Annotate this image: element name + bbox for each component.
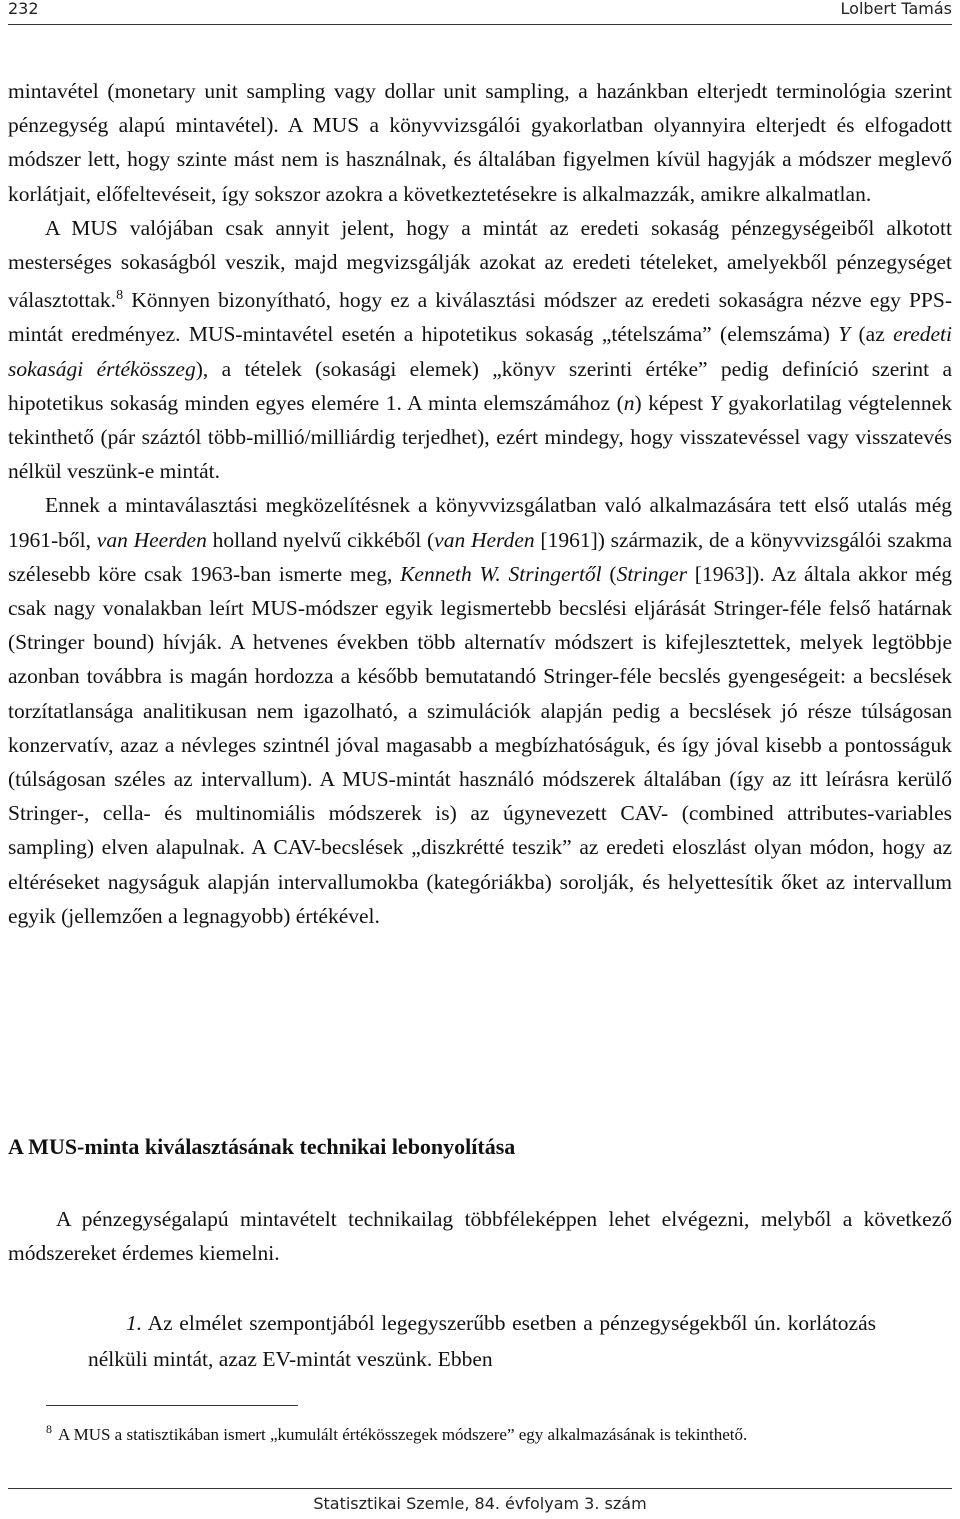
italic-run: n [623, 390, 635, 415]
body-text [8, 74, 952, 933]
footnote [46, 1416, 946, 1448]
running-header [8, 0, 952, 22]
text-run: (az [850, 322, 894, 347]
italic-run: Y [838, 322, 851, 347]
italic-run: van Herden [434, 527, 535, 552]
intro-paragraph: A pénzegységalapú mintavételt technikailag többféleképpen lehet elvégezni, melyből a következő módszereket érdemes kiemelni. [8, 1207, 952, 1265]
text-run: Ennek a mintaválasztási megközelítésnek a könyvvizsgálatban való alkalmazására tett első utalás még 1961-ből, [8, 493, 952, 552]
text-run: gyakorlatilag végtelennek tekinthető (pár száztól több-millió/milliárdig terjedhet), ezért mindegy, hogy visszatevéssel vagy visszatevés nélkül veszünk-e mintát. [8, 390, 952, 484]
text-run: mintavétel (monetary unit sampling vagy dollar unit sampling, a hazánkban elterjedt terminológia szerint pénzegység alapú mintavétel). A MUS a könyvvizsgálói gyakorlatban olyannyira elterjedt és elfogadott módszer lett, hogy szinte mást nem is használnak, és általában figyelmen kívül hagyják a módszer meglevő korlátjait, előfeltevéseit, így sokszor azokra a következtetésekre is alkalmazzák, amikre alkalmatlan. [8, 79, 952, 206]
footnote-text: A MUS a statisztikában ismert „kumulált értékösszegek módszere” egy alkalmazásának is tekinthető. [58, 1425, 748, 1444]
footnote-reference: 8 [116, 288, 124, 304]
italic-run: Y [709, 390, 722, 415]
text-run: Könnyen bizonyítható, hogy ez a kiválasztási módszer az eredeti sokaságra nézve egy PPS-mintát eredményez. MUS-mintavétel esetén a hipotetikus sokaság „tételszáma” (elemszáma) [8, 288, 952, 347]
text-run: ), a tételek (sokasági elemek) „könyv szerinti értéke” pedig definíció szerint a hipotetikus sokaság minden egyes elemére 1. A minta elemszámához ( [8, 356, 952, 415]
page-number: 232 [8, 0, 39, 18]
text-run: [1961]) származik, de a könyvvizsgálói szakma szélesebb köre csak 1963-ban ismerte meg, [8, 527, 952, 586]
italic-run: Kenneth W. Stringertől [400, 561, 602, 586]
running-footer: Statisztikai Szemle, 84. évfolyam 3. szám [313, 1494, 647, 1513]
text-run: ) képest [634, 390, 710, 415]
footer-rule [8, 1488, 952, 1489]
numbered-item [88, 1305, 876, 1377]
author-name: Lolbert Tamás [840, 0, 952, 18]
text-run: holland nyelvű cikkéből ( [206, 527, 435, 552]
footnote-rule [46, 1405, 298, 1406]
section-heading: A MUS-minta kiválasztásának technikai lebonyolítása [8, 1134, 516, 1159]
item-number: 1. [126, 1311, 143, 1335]
header-rule [8, 24, 952, 25]
footnote-mark: 8 [46, 1422, 52, 1436]
italic-run: Stringer [616, 561, 688, 586]
italic-run: eredeti sokasági értékösszeg [8, 322, 952, 381]
text-run: [1963]). Az általa akkor még csak nagy vonalakban leírt MUS-módszer egyik legismertebb becslési eljárását Stringer-féle felső határnak (Stringer bound) hívják. A hetvenes években több alternatív módszert is kifejlesztettek, melyek legtöbbje azonban továbbra is magán hordozza a később bemutatandó Stringer-féle becslés gyengeségeit: a becslések torzítatlansága analitikusan nem igazolható, a szimulációk alapján pedig a becslések jó része túlságosan konzervatív, azaz a névleges szintnél jóval magasabb a megbízhatóságuk, és így jóval kisebb a pontosságuk (túlságosan széles az intervallum). A MUS-mintát használó módszerek általában (így az itt leírásra kerülő Stringer-, cella- és multinomiális módszerek is) az úgynevezett CAV- (combined attributes-variables sampling) elven alapulnak. A CAV-becslések „diszkrétté teszik” az eredeti eloszlást olyan módon, hogy az eltéréseket nagyságuk alapján intervallumokba (kategóriákba) sorolják, és helyettesítik őket az intervallum egyik (jellemzően a legnagyobb) értékével. [8, 561, 952, 928]
body-paragraph [8, 211, 952, 489]
item-text: Az elmélet szempontjából legegyszerűbb esetben a pénzegységekből ún. korlátozás nélküli mintát, azaz EV-mintát veszünk. Ebben [88, 1311, 876, 1371]
text-run: A MUS valójában csak annyit jelent, hogy a mintát az eredeti sokaság pénzegységeiből alkotott mesterséges sokaságból veszik, majd megvizsgálják azokat az eredeti tételeket, amelyekből pénzegységet választottak. [8, 215, 952, 313]
body-paragraph [8, 488, 952, 933]
italic-run: van Heerden [96, 527, 207, 552]
body-paragraph [8, 74, 952, 211]
text-run: ( [601, 561, 617, 586]
